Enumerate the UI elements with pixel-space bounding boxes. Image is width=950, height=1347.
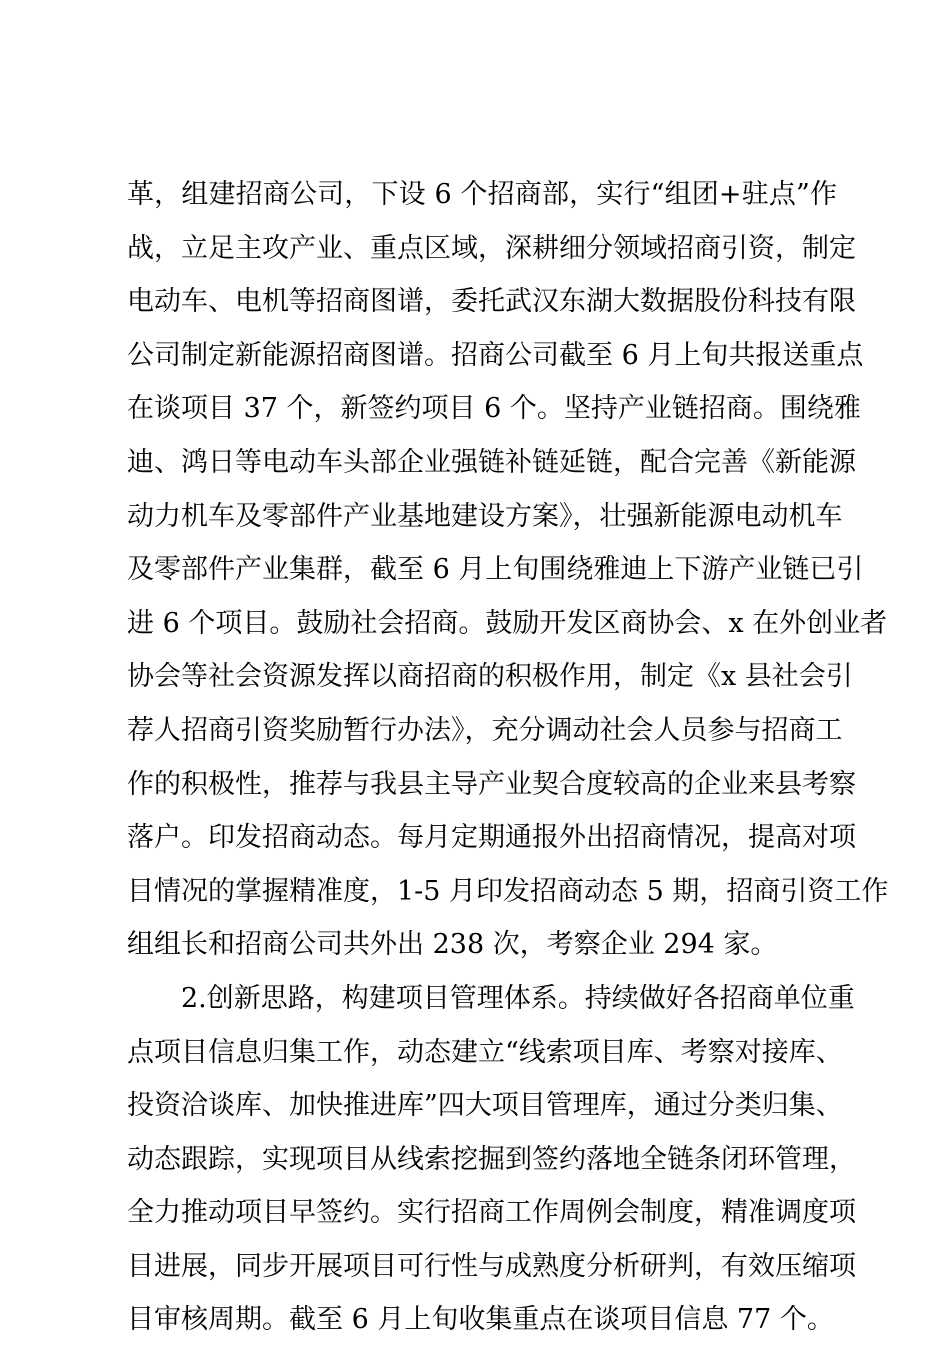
text-line: 革，组建招商公司，下设 6 个招商部，实行“组团+驻点”作 (127, 179, 837, 210)
text-line: 全力推动项目早签约。实行招商工作周例会制度，精准调度项 (127, 1197, 856, 1229)
text-line: 目审核周期。截至 6 月上旬收集重点在谈项目信息 77 个。 (127, 1304, 834, 1336)
text-line: 作的积极性，推荐与我县主导产业契合度较高的企业来县考察 (127, 768, 856, 800)
text-line: 组组长和招商公司共外出 238 次，考察企业 294 家。 (127, 929, 778, 961)
text-line: 进 6 个项目。鼓励社会招商。鼓励开发区商协会、x 在外创业者 (127, 607, 888, 639)
text-line: 公司制定新能源招商图谱。招商公司截至 6 月上旬共报送重点 (127, 339, 864, 371)
text-line: 投资洽谈库、加快推进库”四大项目管理库，通过分类归集、 (127, 1090, 843, 1122)
paragraph-heading-line: 2.创新思路，构建项目管理体系。持续做好各招商单位重 (181, 982, 855, 1014)
text-line: 点项目信息归集工作，动态建立“线索项目库、考察对接库、 (127, 1036, 843, 1068)
body-text (127, 168, 889, 1347)
text-line: 目进展，同步开展项目可行性与成熟度分析研判，有效压缩项 (127, 1250, 856, 1282)
text-line: 战，立足主攻产业、重点区域，深耕细分领域招商引资，制定 (127, 232, 856, 264)
text-line: 荐人招商引资奖励暂行办法》，充分调动社会人员参与招商工 (127, 714, 843, 746)
text-line: 电动车、电机等招商图谱，委托武汉东湖大数据股份科技有限 (127, 286, 856, 318)
text-line: 动力机车及零部件产业基地建设方案》，壮强新能源电动机车 (127, 500, 843, 532)
text-line: 协会等社会资源发挥以商招商的积极作用，制定《x 县社会引 (127, 661, 853, 693)
text-line: 动态跟踪，实现项目从线索挖掘到签约落地全链条闭环管理， (127, 1143, 856, 1175)
text-line: 在谈项目 37 个，新签约项目 6 个。坚持产业链招商。围绕雅 (127, 393, 861, 425)
text-line: 及零部件产业集群，截至 6 月上旬围绕雅迪上下游产业链已引 (127, 554, 864, 586)
text-line: 落户。印发招商动态。每月定期通报外出招商情况，提高对项 (127, 822, 856, 854)
text-line: 目情况的掌握精准度，1-5 月印发招商动态 5 期，招商引资工作 (127, 875, 889, 907)
text-line: 迪、鸿日等电动车头部企业强链补链延链，配合完善《新能源 (127, 446, 856, 478)
